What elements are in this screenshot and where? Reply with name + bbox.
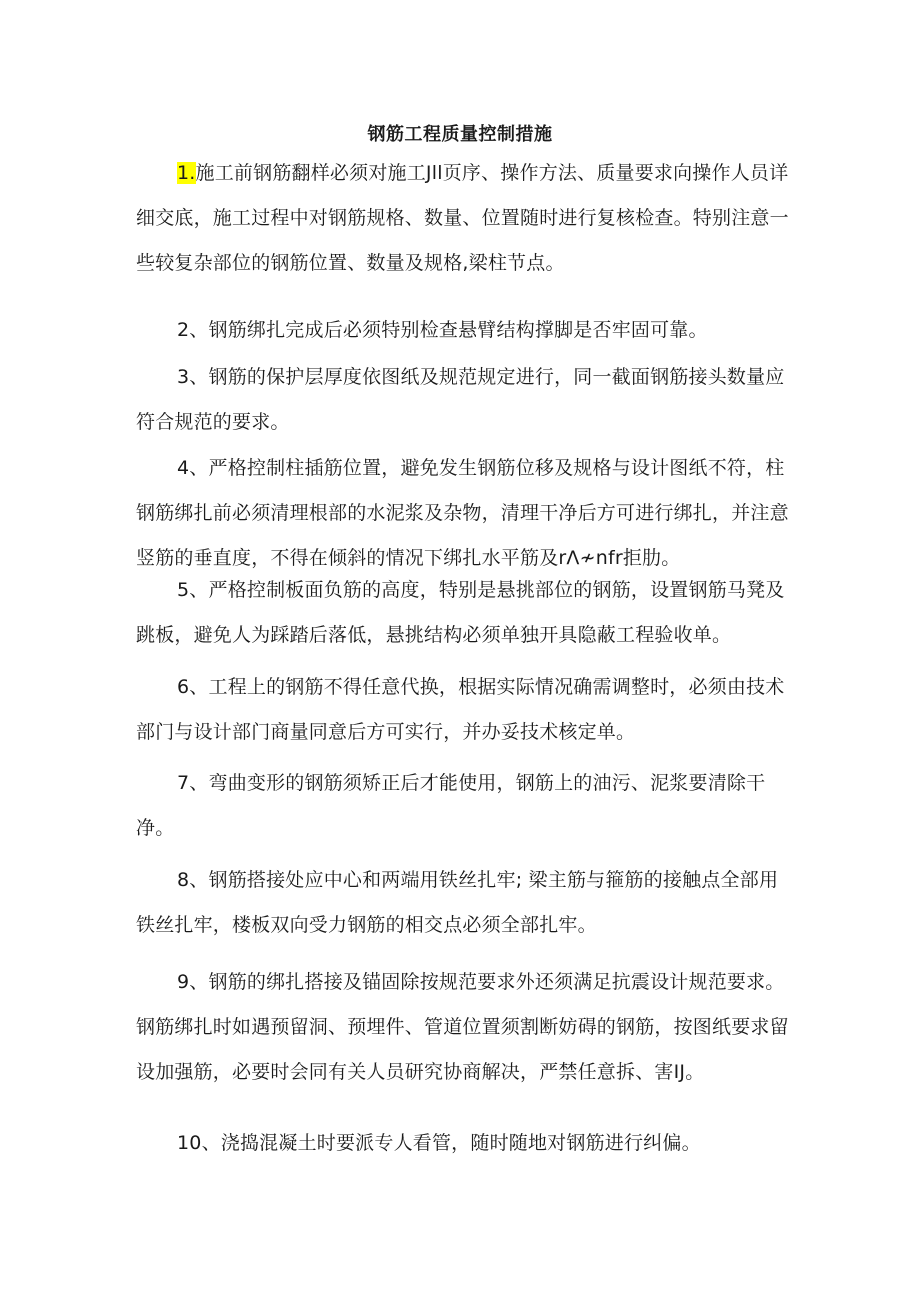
paragraph-text: 弯曲变形的钢筋须矫正后才能使用，钢筋上的油污、泥浆要清除干净。 [136, 772, 766, 839]
paragraph-10 [136, 1121, 792, 1166]
paragraph-2 [136, 308, 792, 353]
paragraph-number: 6、 [177, 676, 209, 698]
paragraph-number-highlighted: 1. [177, 162, 196, 184]
paragraph-number: 5、 [177, 579, 209, 601]
document-title: 钢筋工程质量控制措施 [367, 124, 553, 145]
paragraph-9 [136, 960, 792, 1095]
paragraph-6 [136, 665, 792, 755]
paragraph-1 [136, 151, 792, 286]
paragraph-number: 9、 [177, 971, 209, 993]
paragraph-number: 4、 [177, 457, 209, 479]
paragraph-number: 3、 [177, 366, 209, 388]
paragraph-text: 钢筋的绑扎搭接及锚固除按规范要求外还须满足抗震设计规范要求。钢筋绑扎时如遇预留洞、预埋件、管道位置须割断妨碍的钢筋，按图纸要求留设加强筋，必要时会同有关人员研究协商解决，严禁任意拆、害IJ。 [136, 971, 789, 1083]
paragraph-text: 钢筋搭接处应中心和两端用铁丝扎牢; 梁主筋与箍筋的接触点全部用铁丝扎牢，楼板双向受力钢筋的相交点必须全部扎牢。 [136, 869, 779, 936]
paragraph-number: 10、 [177, 1132, 221, 1154]
paragraph-text: 严格控制板面负筋的高度，特别是悬挑部位的钢筋，设置钢筋马凳及跳板，避免人为踩踏后落低，悬挑结构必须单独开具隐蔽工程验收单。 [136, 579, 785, 646]
paragraph-text: 工程上的钢筋不得任意代换，根据实际情况确需调整时，必须由技术部门与设计部门商量同意后方可实行，并办妥技术核定单。 [136, 676, 785, 743]
paragraph-3 [136, 355, 792, 445]
paragraph-text: 浇捣混凝土时要派专人看管，随时随地对钢筋进行纠偏。 [220, 1132, 701, 1154]
paragraph-text: 施工前钢筋翻样必须对施工Jll页序、操作方法、质量要求向操作人员详细交底，施工过程中对钢筋规格、数量、位置随时进行复核检查。特别注意一些较复杂部位的钢筋位置、数量及规格,梁柱节点。 [136, 162, 789, 274]
paragraph-7 [136, 761, 792, 851]
paragraph-text: 钢筋的保护层厚度依图纸及规范规定进行，同一截面钢筋接头数量应符合规范的要求。 [136, 366, 785, 433]
paragraph-text: 严格控制柱插筋位置，避免发生钢筋位移及规格与设计图纸不符，柱钢筋绑扎前必须清理根部的水泥浆及杂物，清理干净后方可进行绑扎，并注意竖筋的垂直度，不得在倾斜的情况下绑扎水平筋及rΛ≁nfr拒肋。 [136, 457, 789, 569]
paragraph-8 [136, 858, 792, 948]
paragraph-number: 7、 [177, 772, 209, 794]
paragraph-4 [136, 446, 792, 581]
paragraph-text: 钢筋绑扎完成后必须特别检查悬臂结构撑脚是否牢固可靠。 [208, 319, 708, 341]
paragraph-number: 2、 [177, 319, 209, 341]
paragraph-5 [136, 568, 792, 658]
paragraph-number: 8、 [177, 869, 209, 891]
